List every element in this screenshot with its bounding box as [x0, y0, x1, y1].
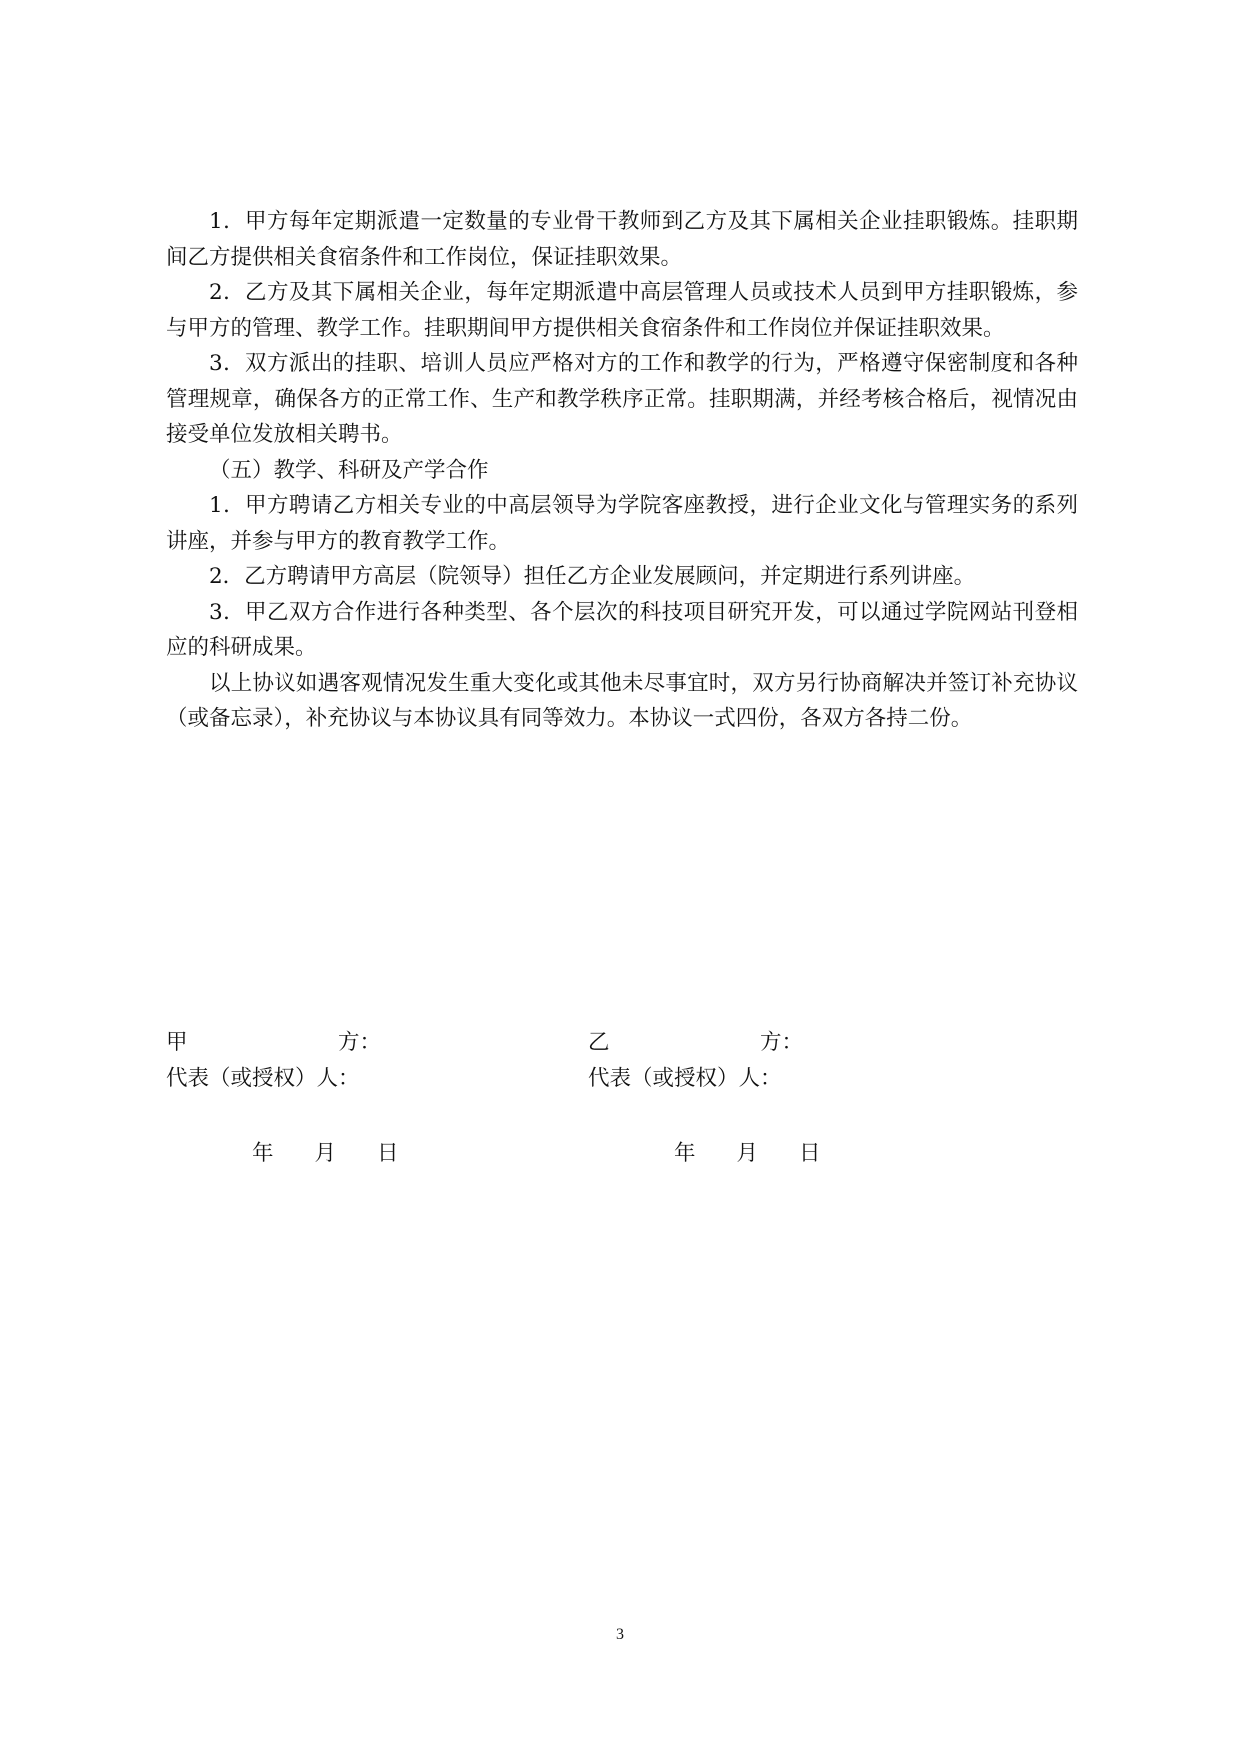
clause-paragraph: 1．甲方聘请乙方相关专业的中高层领导为学院客座教授，进行企业文化与管理实务的系列讲座，并参与甲方的教育教学工作。	[166, 493, 1078, 554]
clause-paragraph: 1．甲方每年定期派遣一定数量的专业骨干教师到乙方及其下属相关企业挂职锻炼。挂职期间乙方提供相关食宿条件和工作岗位，保证挂职效果。	[166, 209, 1078, 270]
party-b-representative: 代表（或授权）人：	[588, 1065, 782, 1091]
party-a-signature	[166, 1025, 381, 1096]
party-b-date: 年 月 日	[674, 1141, 821, 1166]
party-a-representative: 代表（或授权）人：	[166, 1065, 360, 1091]
clause-paragraph: 3．双方派出的挂职、培训人员应严格对方的工作和教学的行为，严格遵守保密制度和各种管理规章，确保各方的正常工作、生产和教学秩序正常。挂职期满，并经考核合格后，视情况由接受单位发放相关聘书。	[166, 351, 1078, 447]
section-heading: （五）教学、科研及产学合作	[209, 457, 489, 483]
party-b-signature	[588, 1025, 803, 1096]
party-b-label	[588, 1025, 803, 1061]
document-body	[166, 204, 1078, 737]
party-a-date: 年 月 日	[252, 1141, 399, 1166]
party-a-label	[166, 1025, 381, 1061]
clause-paragraph: 2．乙方聘请甲方高层（院领导）担任乙方企业发展顾问，并定期进行系列讲座。	[209, 564, 976, 589]
closing-paragraph: 以上协议如遇客观情况发生重大变化或其他未尽事宜时，双方另行协商解决并签订补充协议（或备忘录），补充协议与本协议具有同等效力。本协议一式四份，各双方各持二份。	[166, 670, 1078, 731]
party-b-label-char2: 方：	[760, 1030, 804, 1055]
party-a-label-char1: 甲	[166, 1030, 188, 1055]
party-b-label-char1: 乙	[588, 1030, 610, 1055]
clause-paragraph: 3．甲乙双方合作进行各种类型、各个层次的科技项目研究开发，可以通过学院网站刊登相应的科研成果。	[166, 599, 1078, 660]
clause-paragraph: 2．乙方及其下属相关企业，每年定期派遣中高层管理人员或技术人员到甲方挂职锻炼，参与甲方的管理、教学工作。挂职期间甲方提供相关食宿条件和工作岗位并保证挂职效果。	[166, 280, 1078, 341]
party-a-label-char2: 方：	[338, 1030, 382, 1055]
page-number: 3	[616, 1626, 624, 1643]
